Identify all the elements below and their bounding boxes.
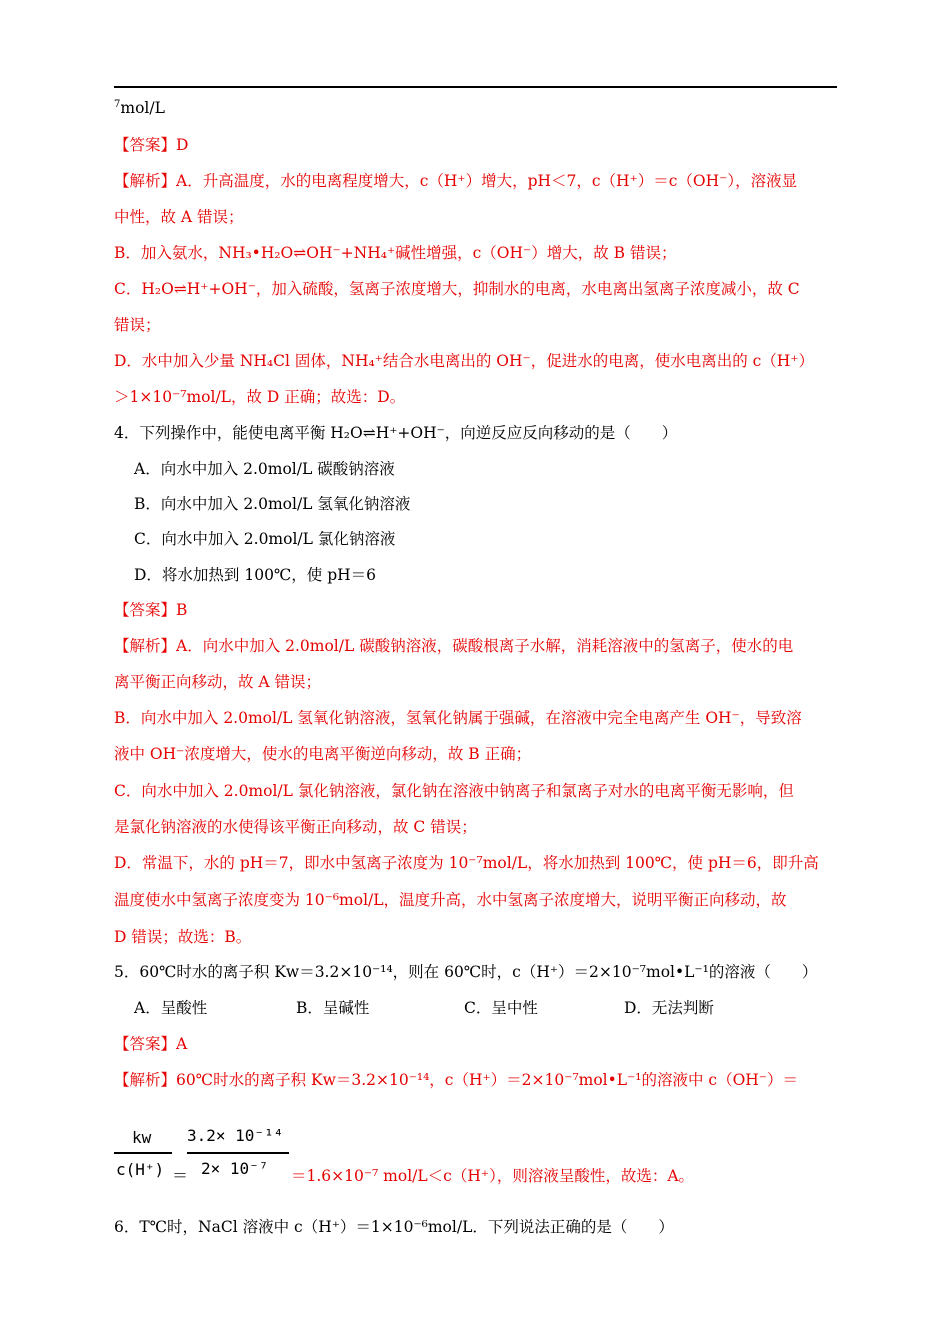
fraction-numerator: kw [132, 1128, 152, 1147]
fraction-bar [114, 1152, 172, 1154]
q4-explanation-line: 【解析】A．向水中加入 2.0mol/L 碳酸钠溶液，碳酸根离子水解，消耗溶液中的氢离子，使水的电 [114, 637, 794, 655]
q4-option: D．将水加热到 100℃，使 pH＝6 [134, 566, 377, 584]
header-rule [114, 86, 837, 88]
q3-explanation-line: 错误； [114, 316, 161, 334]
q5-stem: 5．60℃时水的离子积 Kw＝3.2×10⁻¹⁴，则在 60℃时，c（H⁺）＝2×10⁻⁷mol•L⁻¹的溶液（ ） [114, 963, 818, 981]
q5-explanation-tail: ＝1.6×10⁻⁷ mol/L＜c（H⁺），则溶液呈酸性，故选：A。 [291, 1167, 695, 1185]
q4-explanation-line: B．向水中加入 2.0mol/L 氢氧化钠溶液，氢氧化钠属于强碱，在溶液中完全电离产生 OH⁻，导致溶 [114, 709, 802, 727]
q5-option: C．呈中性 [464, 999, 538, 1017]
q3-answer: 【答案】D [114, 136, 189, 154]
top-fragment: $^7$mol/L [114, 98, 165, 117]
q4-answer: 【答案】B [114, 601, 188, 619]
fraction-kw-over-cH [114, 1128, 172, 1184]
fraction-kw-value [187, 1126, 291, 1182]
q5-option: D．无法判断 [624, 999, 714, 1017]
q5-answer: 【答案】A [114, 1035, 188, 1053]
q5-options [134, 998, 714, 1018]
q4-option: A．向水中加入 2.0mol/L 碳酸钠溶液 [134, 460, 395, 478]
q4-explanation-line: C．向水中加入 2.0mol/L 氯化钠溶液，氯化钠在溶液中钠离子和氯离子对水的电离平衡无影响，但 [114, 782, 794, 800]
q6-stem: 6．T℃时，NaCl 溶液中 c（H⁺）＝1×10⁻⁶mol/L．下列说法正确的是（ ） [114, 1218, 674, 1236]
q4-explanation-line: 离平衡正向移动，故 A 错误； [114, 673, 322, 691]
q4-explanation-line: 是氯化钠溶液的水使得该平衡正向移动，故 C 错误； [114, 818, 477, 836]
fraction-denominator: c(H⁺) [116, 1160, 165, 1179]
q4-explanation-line: D．常温下，水的 pH＝7，即水中氢离子浓度为 10⁻⁷mol/L，将水加热到 100℃，使 pH＝6，即升高 [114, 854, 819, 872]
q3-explanation-line: 中性，故 A 错误； [114, 208, 244, 226]
q4-explanation-line: D 错误；故选：B。 [114, 928, 252, 946]
q5-option: A．呈酸性 [134, 999, 208, 1017]
fraction-denominator: 2× 10⁻⁷ [201, 1159, 269, 1178]
equals-sign: ＝ [172, 1166, 189, 1185]
q3-explanation-line: D．水中加入少量 NH₄Cl 固体，NH₄⁺结合水电离出的 OH⁻，促进水的电离，使水电离出的 c（H⁺） [114, 352, 815, 370]
q4-stem: 4．下列操作中，能使电离平衡 H₂O⇌H⁺+OH⁻，向逆反应反向移动的是（ ） [114, 424, 678, 442]
q5-option: B．呈碱性 [296, 999, 370, 1017]
q4-explanation-line: 温度使水中氢离子浓度变为 10⁻⁶mol/L，温度升高，水中氢离子浓度增大，说明平衡正向移动，故 [114, 891, 787, 909]
fraction-bar [187, 1152, 289, 1154]
q4-option: B．向水中加入 2.0mol/L 氢氧化钠溶液 [134, 495, 411, 513]
q3-explanation-line: B．加入氨水，NH₃•H₂O⇌OH⁻+NH₄⁺碱性增强，c（OH⁻）增大，故 B 错误； [114, 244, 677, 262]
q3-explanation-line: C．H₂O⇌H⁺+OH⁻，加入硫酸，氢离子浓度增大，抑制水的电离，水电离出氢离子浓度减小，故 C [114, 280, 800, 298]
q5-explanation-line: 【解析】60℃时水的离子积 Kw＝3.2×10⁻¹⁴，c（H⁺）＝2×10⁻⁷mol•L⁻¹的溶液中 c（OH⁻）＝ [114, 1071, 798, 1089]
q3-explanation-line: 【解析】A．升高温度，水的电离程度增大，c（H⁺）增大，pH＜7，c（H⁺）＝c（OH⁻），溶液显 [114, 172, 798, 190]
fraction-numerator: 3.2× 10⁻¹⁴ [187, 1126, 284, 1145]
q4-option: C．向水中加入 2.0mol/L 氯化钠溶液 [134, 530, 396, 548]
q4-explanation-line: 液中 OH⁻浓度增大，使水的电离平衡逆向移动，故 B 正确； [114, 745, 532, 763]
q3-explanation-line: ＞1×10⁻⁷mol/L，故 D 正确；故选：D。 [114, 388, 406, 406]
